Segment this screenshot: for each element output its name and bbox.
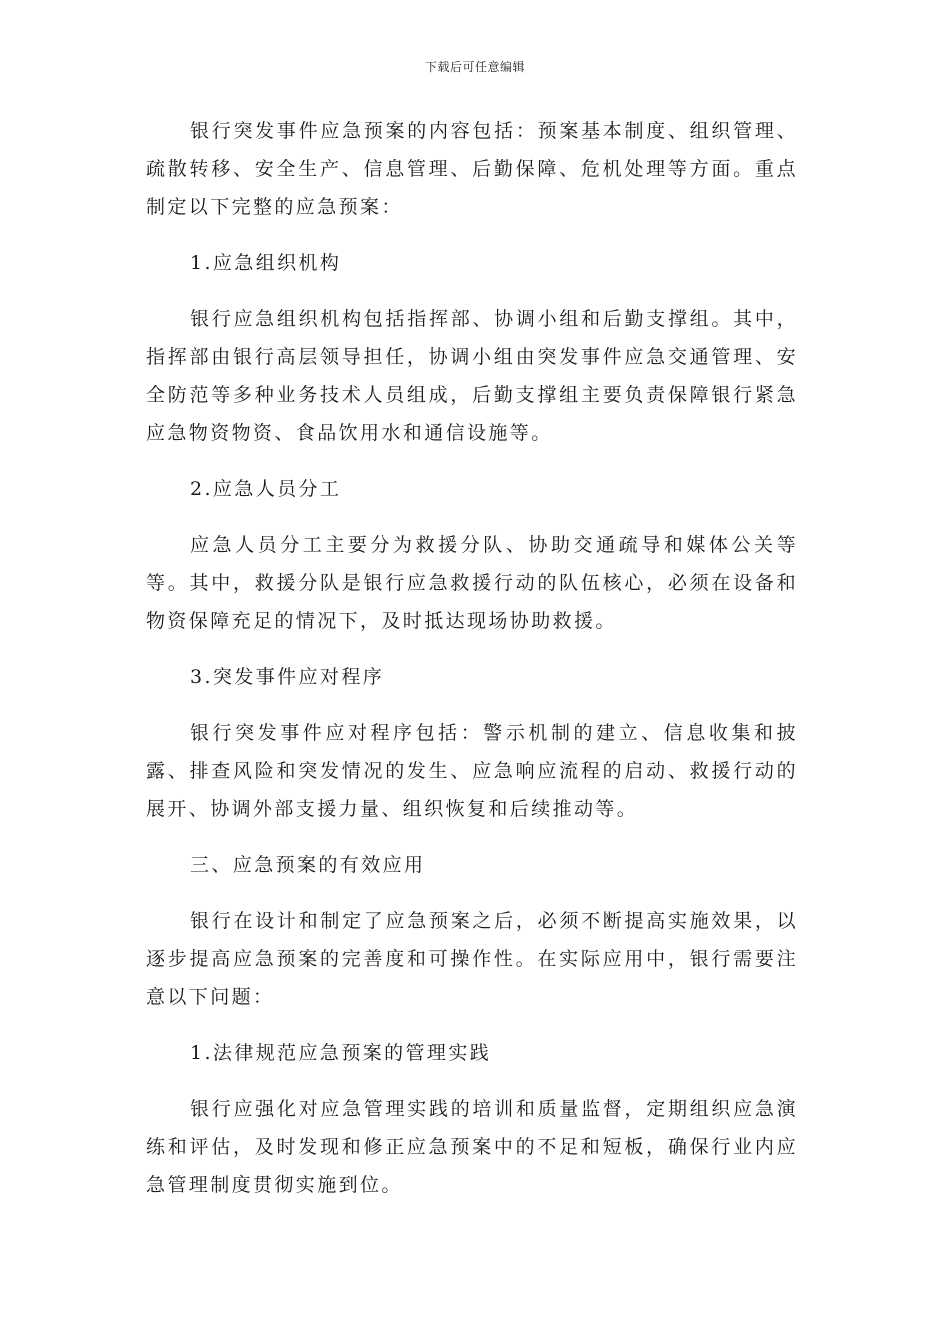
heading-legal-practice: 1.法律规范应急预案的管理实践	[190, 1042, 492, 1064]
heading-response-procedure: 3.突发事件应对程序	[190, 666, 385, 688]
document-body	[146, 112, 798, 1204]
heading-effective-application: 三、应急预案的有效应用	[190, 854, 426, 876]
heading-emergency-organization: 1.应急组织机构	[190, 252, 342, 274]
header-note: 下载后可任意编辑	[424, 60, 525, 74]
paragraph-legal-practice: 银行应强化对应急管理实践的培训和质量监督，定期组织应急演练和评估，及时发现和修正应急预案中的不足和短板，确保行业内应急管理制度贯彻实施到位。	[146, 1098, 798, 1196]
heading-staff-division: 2.应急人员分工	[190, 478, 342, 500]
paragraph-response-procedure: 银行突发事件应对程序包括：警示机制的建立、信息收集和披露、排查风险和突发情况的发生、应急响应流程的启动、救援行动的展开、协调外部支援力量、组织恢复和后续推动等。	[146, 722, 798, 820]
paragraph-effective-application: 银行在设计和制定了应急预案之后，必须不断提高实施效果，以逐步提高应急预案的完善度和可操作性。在实际应用中，银行需要注意以下问题：	[146, 910, 798, 1008]
paragraph-staff-division: 应急人员分工主要分为救援分队、协助交通疏导和媒体公关等等。其中，救援分队是银行应急救援行动的队伍核心，必须在设备和物资保障充足的情况下，及时抵达现场协助救援。	[146, 534, 798, 632]
paragraph-emergency-organization: 银行应急组织机构包括指挥部、协调小组和后勤支撑组。其中，指挥部由银行高层领导担任，协调小组由突发事件应急交通管理、安全防范等多种业务技术人员组成，后勤支撑组主要负责保障银行紧急应急物资物资、食品饮用水和通信设施等。	[146, 308, 798, 444]
paragraph-intro: 银行突发事件应急预案的内容包括：预案基本制度、组织管理、疏散转移、安全生产、信息管理、后勤保障、危机处理等方面。重点制定以下完整的应急预案：	[146, 120, 798, 218]
